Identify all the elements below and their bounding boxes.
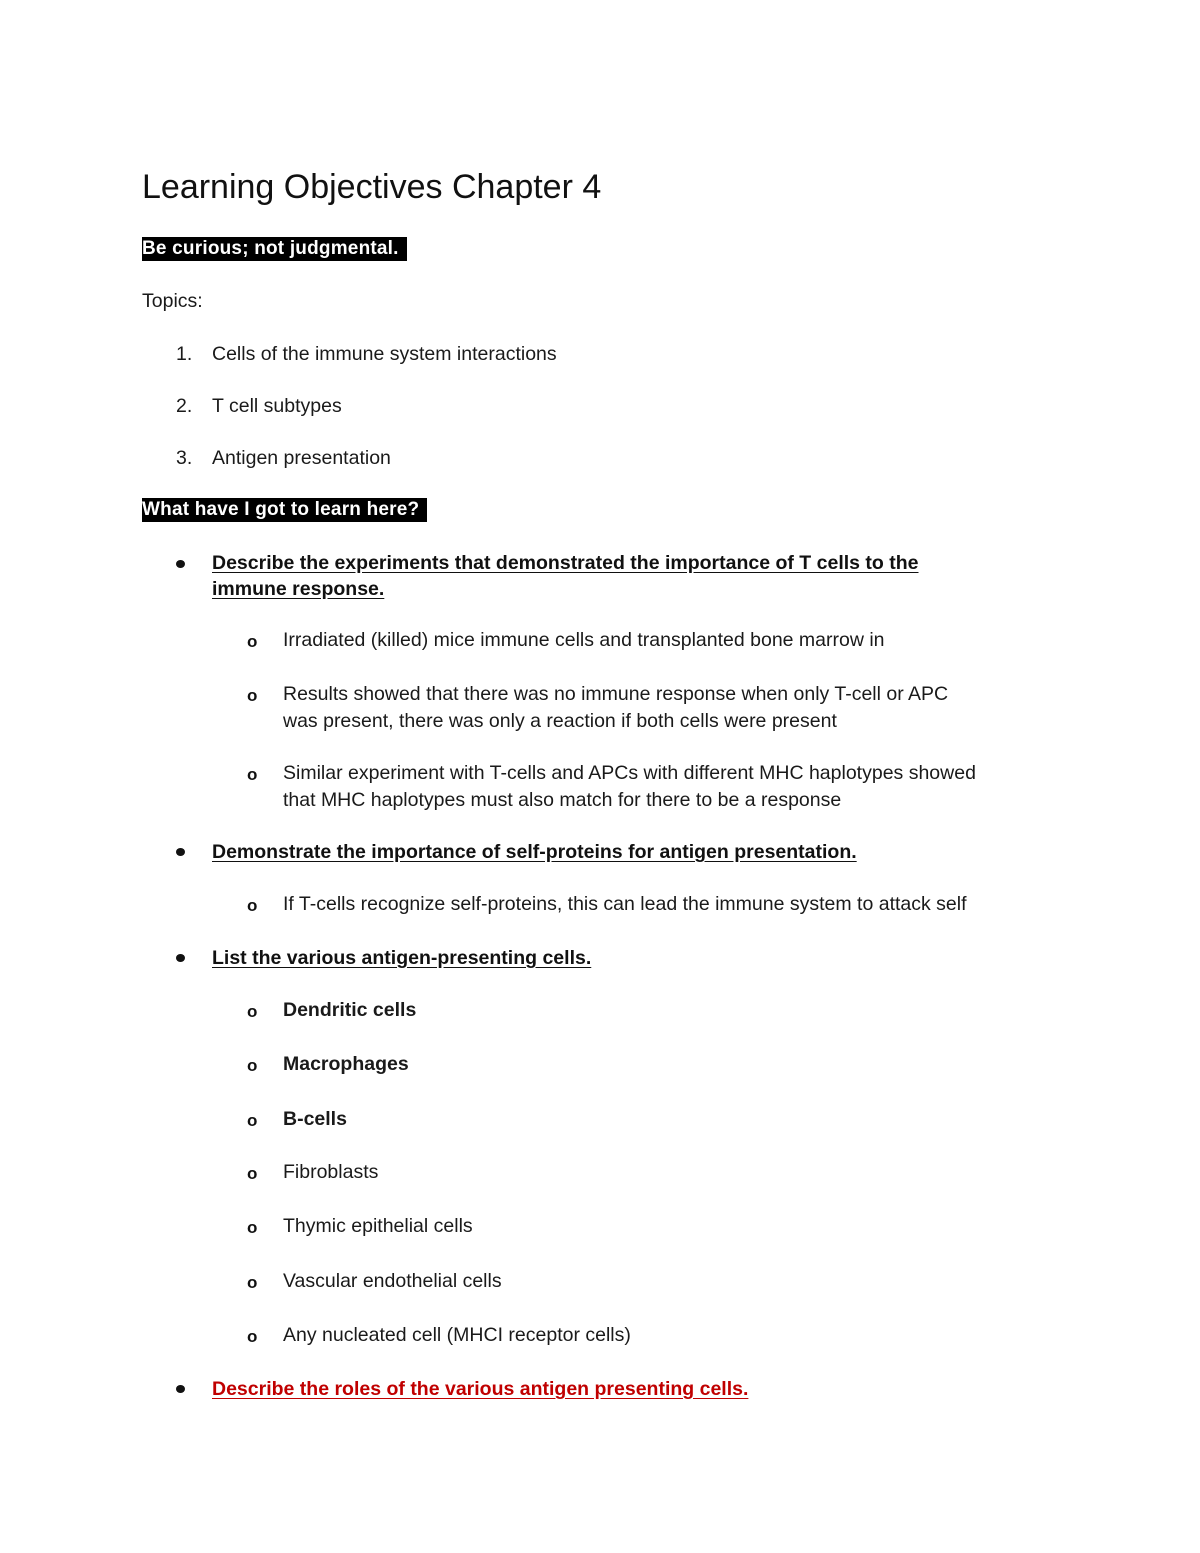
sub-item: B-cells [283,1108,347,1130]
bullet-icon [176,954,185,962]
sub-bullet-icon: o [247,1273,258,1292]
sub-item-line: that MHC haplotypes must also match for there to be a response [283,789,842,811]
sub-bullet-icon: o [247,1164,258,1183]
motto-highlight: Be curious; not judgmental. [142,237,407,261]
sub-item [283,760,976,814]
sub-bullet-icon: o [247,765,258,784]
sub-bullet-icon: o [247,1327,258,1346]
sub-bullet-icon: o [247,896,258,915]
bullet-icon [176,560,185,568]
bullet-icon [176,848,185,856]
sub-item: Thymic epithelial cells [283,1215,473,1237]
objective-heading: Describe the roles of the various antigen presenting cells. [212,1378,749,1400]
sub-item: Vascular endothelial cells [283,1270,502,1292]
topic-item: T cell subtypes [212,395,342,417]
topic-number: 1. [176,343,193,365]
objective-line: Describe the experiments that demonstrated the importance of T cells to the [212,552,919,574]
sub-bullet-icon: o [247,1218,258,1237]
objective-heading: List the various antigen-presenting cells. [212,947,592,969]
sub-item: If T-cells recognize self-proteins, this can lead the immune system to attack self [283,893,967,915]
sub-bullet-icon: o [247,686,258,705]
topic-item: Cells of the immune system interactions [212,343,557,365]
sub-item: Irradiated (killed) mice immune cells and transplanted bone marrow in [283,629,885,651]
sub-item-line: was present, there was only a reaction if both cells were present [283,710,837,732]
motto-line [142,238,407,260]
sub-item [283,681,948,735]
objective-line: immune response. [212,578,385,600]
page-title: Learning Objectives Chapter 4 [142,168,602,206]
sub-item: Any nucleated cell (MHCI receptor cells) [283,1324,631,1346]
question-heading-line [142,499,427,521]
sub-bullet-icon: o [247,1056,258,1075]
topics-label: Topics: [142,290,203,312]
sub-item: Fibroblasts [283,1161,379,1183]
sub-item-line: Similar experiment with T-cells and APCs with different MHC haplotypes showed [283,762,976,784]
sub-bullet-icon: o [247,1002,258,1021]
sub-bullet-icon: o [247,1111,258,1130]
sub-bullet-icon: o [247,632,258,651]
topic-item: Antigen presentation [212,447,391,469]
topic-number: 3. [176,447,193,469]
objective-heading: Demonstrate the importance of self-proteins for antigen presentation. [212,841,857,863]
topic-number: 2. [176,395,193,417]
bullet-icon [176,1385,185,1393]
sub-item: Dendritic cells [283,999,417,1021]
objective-heading [212,550,919,602]
sub-item-line: Results showed that there was no immune response when only T-cell or APC [283,683,949,705]
sub-item: Macrophages [283,1053,409,1075]
question-heading: What have I got to learn here? [142,498,427,522]
